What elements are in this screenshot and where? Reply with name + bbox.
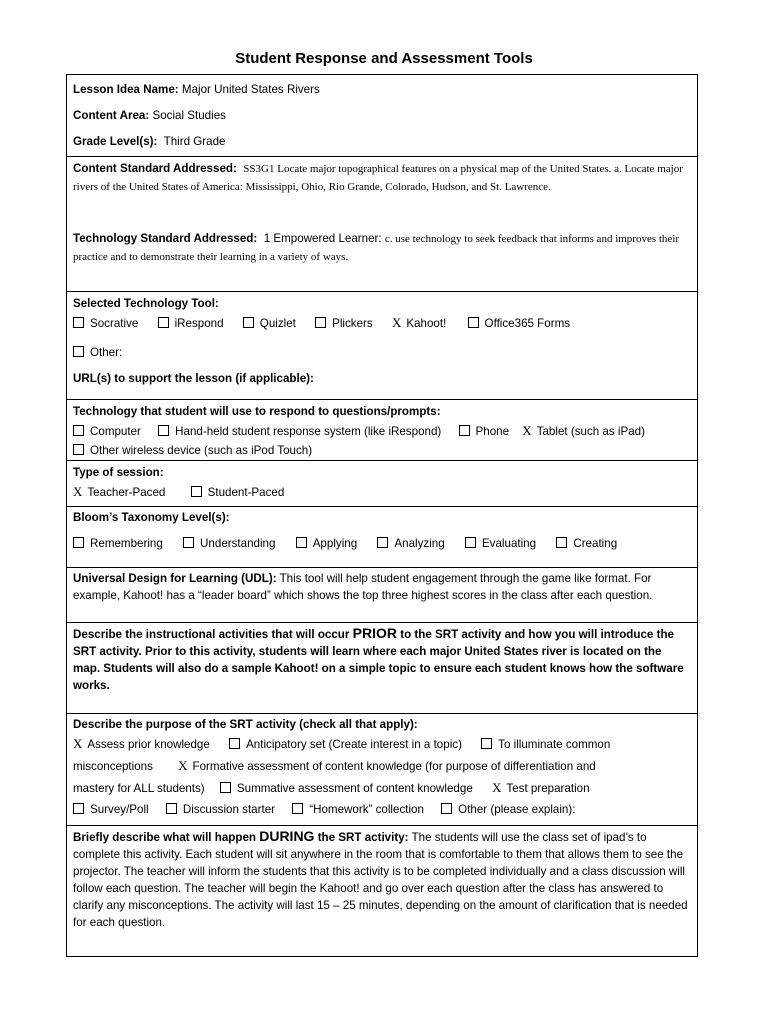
bloom-label-text: Bloom’s Taxonomy Level(s):	[73, 511, 230, 524]
respond-option-phone[interactable]	[459, 422, 510, 441]
purpose-option-label: “Homework” collection	[309, 803, 424, 816]
bloom-levels-row	[73, 535, 691, 552]
bloom-level-creating[interactable]	[556, 535, 617, 552]
grade-level-label: Grade Level(s):	[73, 135, 158, 148]
prior-section	[67, 622, 697, 713]
checkbox-icon	[158, 425, 169, 436]
checkbox-icon	[220, 782, 231, 793]
purpose-option-discussion[interactable]	[166, 799, 275, 820]
checkbox-icon	[481, 738, 492, 749]
purpose-option-illuminate-cont: misconceptions	[73, 760, 153, 773]
udl-text: This tool will help student engagement through the game like format. For example, Kahoot! has a “leader board” which shows the top three highest scores in the class after each question.	[73, 572, 653, 602]
purpose-label-text: Describe the purpose of the SRT activity (check all that apply):	[73, 718, 418, 731]
checked-x-icon: X	[73, 736, 83, 751]
tool-option-kahoot[interactable]	[392, 314, 446, 333]
during-label-pre: Briefly describe what will happen	[73, 831, 256, 844]
checkbox-icon	[556, 537, 567, 548]
bloom-level-applying[interactable]	[296, 535, 357, 552]
respond-option-label: Other wireless device (such as iPod Touch)	[90, 444, 313, 457]
respond-technology-section	[67, 399, 697, 460]
content-area-label: Content Area:	[73, 109, 150, 122]
content-area-value: Social Studies	[152, 109, 226, 122]
checkbox-icon	[315, 317, 326, 328]
content-area-row	[73, 103, 691, 129]
purpose-option-assess[interactable]	[73, 733, 210, 755]
purpose-option-label: Assess prior knowledge	[87, 738, 210, 751]
during-label-emphasis: DURING	[259, 828, 315, 844]
checkbox-icon	[296, 537, 307, 548]
tool-option-quizlet[interactable]	[243, 315, 296, 333]
url-label	[73, 369, 691, 389]
purpose-row-4	[73, 799, 691, 820]
technology-standard-prefix: 1 Empowered Learner:	[263, 232, 382, 245]
technology-tool-section	[67, 291, 697, 399]
purpose-option-survey[interactable]	[73, 799, 149, 820]
checkbox-icon	[73, 537, 84, 548]
tool-option-label: Socrative	[90, 317, 139, 330]
url-label-text: URL(s) to support the lesson (if applicable):	[73, 372, 314, 385]
checkbox-icon	[73, 346, 84, 357]
checkbox-icon	[166, 803, 177, 814]
checkbox-icon	[229, 738, 240, 749]
prior-label-emphasis: PRIOR	[352, 625, 397, 641]
page-title: Student Response and Assessment Tools	[235, 50, 533, 67]
respond-option-handheld[interactable]	[158, 422, 441, 441]
respond-options-row	[73, 421, 691, 441]
checkbox-icon	[292, 803, 303, 814]
purpose-option-other[interactable]	[441, 799, 575, 820]
bloom-level-remembering[interactable]	[73, 535, 163, 552]
bloom-level-label: Evaluating	[481, 537, 537, 550]
checkbox-icon	[465, 537, 476, 548]
during-section	[67, 825, 697, 956]
purpose-section	[67, 713, 697, 825]
session-section	[67, 460, 697, 506]
purpose-option-label: To illuminate common	[498, 738, 611, 751]
tool-option-label: Plickers	[332, 317, 373, 330]
respond-option-wireless[interactable]	[73, 441, 691, 460]
respond-option-tablet[interactable]	[522, 421, 645, 441]
content-standard-value: SS3G1 Locate major topographical features on a physical map of the United States. a. Locate major rivers of the United States of America: Mississippi, Ohio, Rio Grande, Colorado, Hudson, and St. Lawrence.	[73, 163, 683, 193]
purpose-row-1	[73, 733, 691, 755]
technology-standard	[73, 230, 691, 266]
grade-level-value: Third Grade	[163, 135, 226, 148]
udl-label: Universal Design for Learning (UDL):	[73, 572, 277, 585]
checked-x-icon: X	[178, 758, 188, 773]
prior-label-pre: Describe the instructional activities that will occur	[73, 628, 350, 641]
bloom-level-label: Remembering	[90, 537, 163, 550]
tool-option-irespond[interactable]	[158, 315, 224, 333]
prior-label-post: to the SRT activity and how you will introduce the SRT activity.	[73, 628, 674, 658]
checkbox-icon	[73, 803, 84, 814]
purpose-option-formative-cont: mastery for ALL students)	[73, 782, 205, 795]
purpose-option-label: Summative assessment of content knowledge	[236, 782, 473, 795]
grade-level-row	[73, 129, 691, 155]
technology-tool-label	[73, 294, 691, 314]
tool-option-other[interactable]	[73, 343, 691, 363]
tool-option-plickers[interactable]	[315, 315, 373, 333]
checked-x-icon: X	[391, 315, 402, 330]
purpose-option-label: Formative assessment of content knowledge (for purpose of differentiation and	[192, 760, 596, 773]
tool-option-label: Kahoot!	[406, 317, 447, 330]
bloom-section	[67, 506, 697, 567]
bloom-level-analyzing[interactable]	[377, 535, 444, 552]
tool-option-socrative[interactable]	[73, 315, 138, 333]
checkbox-icon	[191, 486, 202, 497]
purpose-option-label: Discussion starter	[182, 803, 276, 816]
lesson-idea-value: Major United States Rivers	[181, 83, 320, 96]
respond-option-label: Hand-held student response system (like iRespond)	[175, 425, 442, 438]
purpose-option-label: Anticipatory set (Create interest in a topic)	[246, 738, 462, 751]
tool-option-other-label: Other:	[90, 346, 123, 359]
lesson-idea-label: Lesson Idea Name:	[73, 83, 179, 96]
content-standard-label: Content Standard Addressed:	[73, 162, 237, 175]
purpose-option-label: Survey/Poll	[90, 803, 149, 816]
checkbox-icon	[468, 317, 479, 328]
bloom-label	[73, 509, 691, 526]
content-standard	[73, 159, 691, 196]
session-label-text: Type of session:	[73, 466, 164, 479]
during-text: The students will use the class set of ipad’s to complete this activity. Each student will sit anywhere in the room that is comfortable to them that allows them to see the projector. The teacher will inform the students that this activity is to be completed individually and a class discussion will follow each question. The teacher will begin the Kahoot! and go over each question after the class has answered to clarify any misconceptions. The activity will last 15 – 25 minutes, depending on the amount of clarification that is needed for each question.	[73, 831, 688, 929]
respond-technology-label-text: Technology that student will use to respond to questions/prompts:	[73, 405, 441, 418]
checkbox-icon	[73, 444, 84, 455]
tool-option-label: Office365 Forms	[484, 317, 571, 330]
technology-standard-value: c. use technology to seek feedback that informs and improves their practice and to demonstrate their learning in a variety of ways.	[73, 233, 680, 263]
prior-text: Prior to this activity, students will learn where each major United States river is located on the map. Students will also do a sample Kahoot! on a simple topic to ensure each student knows how the software works.	[73, 645, 684, 692]
technology-tool-label-text: Selected Technology Tool:	[73, 297, 219, 310]
checkbox-icon	[73, 425, 84, 436]
session-label	[73, 463, 691, 482]
purpose-option-anticipatory[interactable]	[229, 734, 462, 755]
purpose-option-summative[interactable]	[220, 778, 473, 799]
bloom-level-evaluating[interactable]	[465, 535, 536, 552]
checkbox-icon	[183, 537, 194, 548]
tool-option-label: iRespond	[174, 317, 224, 330]
session-option-teacher[interactable]	[73, 482, 165, 502]
checked-x-icon: X	[492, 780, 502, 795]
checkbox-icon	[158, 317, 169, 328]
bloom-level-label: Analyzing	[394, 537, 445, 550]
bloom-level-understanding[interactable]	[183, 535, 275, 552]
checked-x-icon: X	[73, 484, 83, 499]
assessment-form	[66, 74, 698, 957]
respond-technology-label	[73, 402, 691, 421]
standards-section	[67, 156, 697, 291]
during-label-post: the SRT activity:	[317, 831, 409, 844]
udl-section	[67, 567, 697, 622]
session-option-student[interactable]	[191, 483, 285, 502]
checkbox-icon	[243, 317, 254, 328]
tool-options-row	[73, 314, 691, 333]
purpose-option-homework[interactable]	[292, 799, 424, 820]
respond-option-label: Computer	[90, 425, 141, 438]
purpose-option-illuminate[interactable]	[481, 734, 610, 755]
purpose-row-3	[73, 777, 691, 799]
checked-x-icon: X	[522, 423, 532, 438]
lesson-idea-row	[73, 77, 691, 103]
purpose-label	[73, 716, 691, 733]
purpose-row-2	[73, 755, 691, 777]
session-option-label: Teacher-Paced	[87, 486, 166, 499]
bloom-level-label: Creating	[573, 537, 618, 550]
checkbox-icon	[377, 537, 388, 548]
bloom-level-label: Applying	[312, 537, 358, 550]
session-option-label: Student-Paced	[207, 486, 285, 499]
purpose-option-label: Test preparation	[506, 782, 590, 795]
bloom-level-label: Understanding	[200, 537, 276, 550]
session-options-row	[73, 482, 691, 502]
purpose-option-test[interactable]	[492, 777, 590, 799]
purpose-option-formative[interactable]	[178, 755, 596, 777]
respond-option-label: Phone	[475, 425, 510, 438]
tool-option-label: Quizlet	[259, 317, 296, 330]
checkbox-icon	[459, 425, 470, 436]
technology-standard-label: Technology Standard Addressed:	[73, 232, 258, 245]
checkbox-icon	[441, 803, 452, 814]
tool-option-office365[interactable]	[468, 315, 570, 333]
respond-option-computer[interactable]	[73, 422, 141, 441]
checkbox-icon	[73, 317, 84, 328]
respond-option-label: Tablet (such as iPad)	[536, 425, 645, 438]
lesson-info-section	[67, 74, 697, 156]
purpose-option-label: Other (please explain):	[458, 803, 576, 816]
